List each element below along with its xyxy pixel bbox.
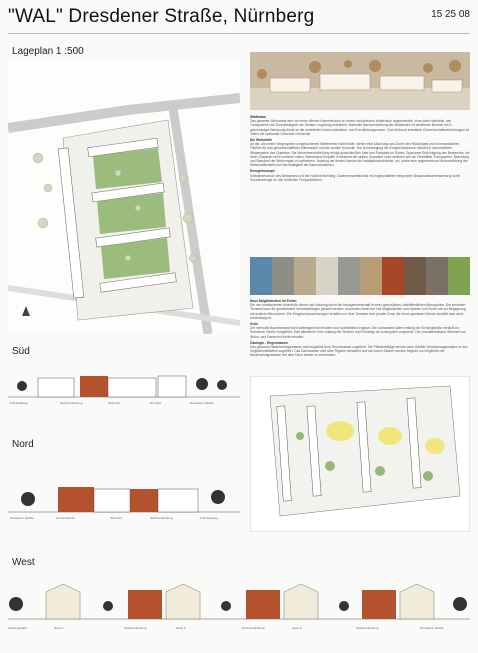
caption-south-5: Dresdener Straße — [190, 401, 214, 405]
caption-west-8: Dresdener Straße — [420, 626, 444, 630]
para-wohnhoefe: An die, als innere Wegesystem umgebundenen Mieterreihen Wohnhöfe, stehen eine Mischung aus Zonen des Rückzuges und kommunikativen Flächen für das gemeinschaftliche Miteinander und die soziale Kontrolle. Die Durchwegung der Erdgeschosszone mündet in das westliche Wegesystem des Quartiers. Die Verkehrserschließung erfolgt ausschließlich über den Parkplatz im Süden. Sparsame Ertüchtigung des Bestandes, die ihren Charakter nicht verlieren sollen. Behutsame Eingriffe in Bestand der seinen Charakter nicht verlieren soll um Flexibilität, Transparenz, Belichtung und Standard der Wohnungen zu optimieren. Nutzung der festen Kamine als Installationsschächte, etc. sowie eine angemessene Modernisierung der Wirtschaftlichkeit und Nachhaltigkeit der Baumaßnahmen. — [250, 142, 470, 168]
section-label-south: Süd — [12, 346, 30, 357]
caption-north-5: Fuß Parkweg — [200, 516, 218, 520]
heading-energie: Energiekonzept — [250, 169, 275, 174]
project-code: 15 25 08 — [431, 9, 470, 20]
para-freiraum: Die neu entstandenen Innenhöfe dienen der Nutzung durch die Hausgemeinschaft in einer geschützten, halböffentlichen Atmosphäre. Die zentralen Terrasse kann für gemeinsame Veranstaltungen genutzt werden, ansonsten bietet der Hof Möglichkeiten zum Spielen und Ruhe wie zur Begegnung mit anderen Bewohnern. Die Erdgeschosswohnungen erhalten vor ihrer Terrasse eine private Zone, die einen gewissen Schutz darstellt aber auch durchlässig ist. — [250, 303, 466, 320]
section-label-north: Nord — [12, 439, 34, 450]
siteplan-label: Lageplan 1 :500 — [12, 46, 84, 57]
para-staedtebau: Das gesamte Wohnareal wird von einer offenen Kammstruktur zu einem schützenden Hofstruktur umgewandelt, ohne dass Nachteile, wie Transparenz und Durchlässigkeit der Struktur ungünstig entstehen. Maßvolle Nachverdichtung des Bestandes im westlichen Bereich mit 3-geschossiger Bebauung direkt an die erweiterten Kommunikations- und Erschließungszonen. Zum Wohnort erweiterte Gemeinschaftseinrichtungen im Osten mit optionaler Umschub-Grünerhal. — [250, 119, 470, 136]
heading-gruen: Grün — [250, 322, 258, 327]
title-divider — [8, 33, 470, 34]
caption-north-4: Nachverdichtung — [150, 516, 173, 520]
caption-west-3: Nachverdichtung — [124, 626, 147, 630]
caption-west-2: Haus 1 — [54, 626, 64, 630]
elevation-north — [8, 475, 240, 513]
model-photo — [250, 52, 470, 110]
elevation-south — [8, 372, 240, 398]
heading-wohnhoefe: Die Wohnhöfe — [250, 138, 273, 143]
caption-west-7: Nachverdichtung — [356, 626, 379, 630]
siteplan-drawing — [8, 58, 240, 334]
para-gruen: Der wertvolle Baumbestand wird weitestgehend erhalten und raumbildend ergänzt. Die vorhandene Allee entlang der Kieslingstraße verläuft zur Dresdener Straße fortgeführt. Das öffentliche Grün entlang der Straßen und Fußwege ist konsequent umgesetzt. Der charakteristische Wechsel von Wohn- und Gartenhof bleibt erhalten. — [250, 326, 466, 339]
caption-north-3: Wohnhof — [110, 516, 122, 520]
caption-north-2: Gemeinschaft — [56, 516, 75, 520]
elevation-west — [8, 580, 470, 620]
heading-staedtebau: Städtebau — [250, 115, 266, 119]
perspective-drawing — [250, 376, 470, 532]
caption-west-6: Haus 3 — [292, 626, 302, 630]
material-swatches — [250, 257, 470, 295]
para-oekologie: Das gesamte Niederschlagswasser wird möglichst dem Grundwasser zugeführt. Die Pflasterbeläge werden über Gefälle Versickerungsmulden in den Vegetationsflächen zugeführt. Das Dachwasser wird über Rigolen versickert und die neuen Dächer werden begrünt um möglichst viel Niederschlagswasser auf dem Dach wieder zu verdunsten. — [250, 345, 468, 358]
heading-freiraum: Neue Möglichkeiten im Freien — [250, 299, 297, 303]
text-block-2 — [250, 297, 470, 358]
caption-west-1: Kieslingstraße — [8, 626, 28, 630]
caption-south-4: Hof Süd — [150, 401, 161, 405]
caption-south-2: Nachverdichtung — [60, 401, 83, 405]
heading-oekologie: Ökologie - Regenwasser — [250, 340, 289, 345]
caption-west-4: Haus 2 — [176, 626, 186, 630]
caption-north-1: Dresdener Straße — [10, 516, 34, 520]
caption-south-1: Fuß Parkweg — [10, 401, 28, 405]
para-energie: Vollwärmeschutz des Bestandes und der Nachverdichtung. Gasbrennwerttechnik mit zugeschalteter temporärer Brauchwassererwärmung durch Sonnenenergie an den südlichen Freiparkflächen. — [250, 173, 461, 182]
text-block-1 — [250, 113, 470, 182]
section-label-west: West — [12, 557, 35, 568]
poster-title: "WAL" Dresdener Straße, Nürnberg — [8, 6, 315, 27]
caption-south-3: Wohnhof — [108, 401, 120, 405]
caption-west-5: Nachverdichtung — [242, 626, 265, 630]
